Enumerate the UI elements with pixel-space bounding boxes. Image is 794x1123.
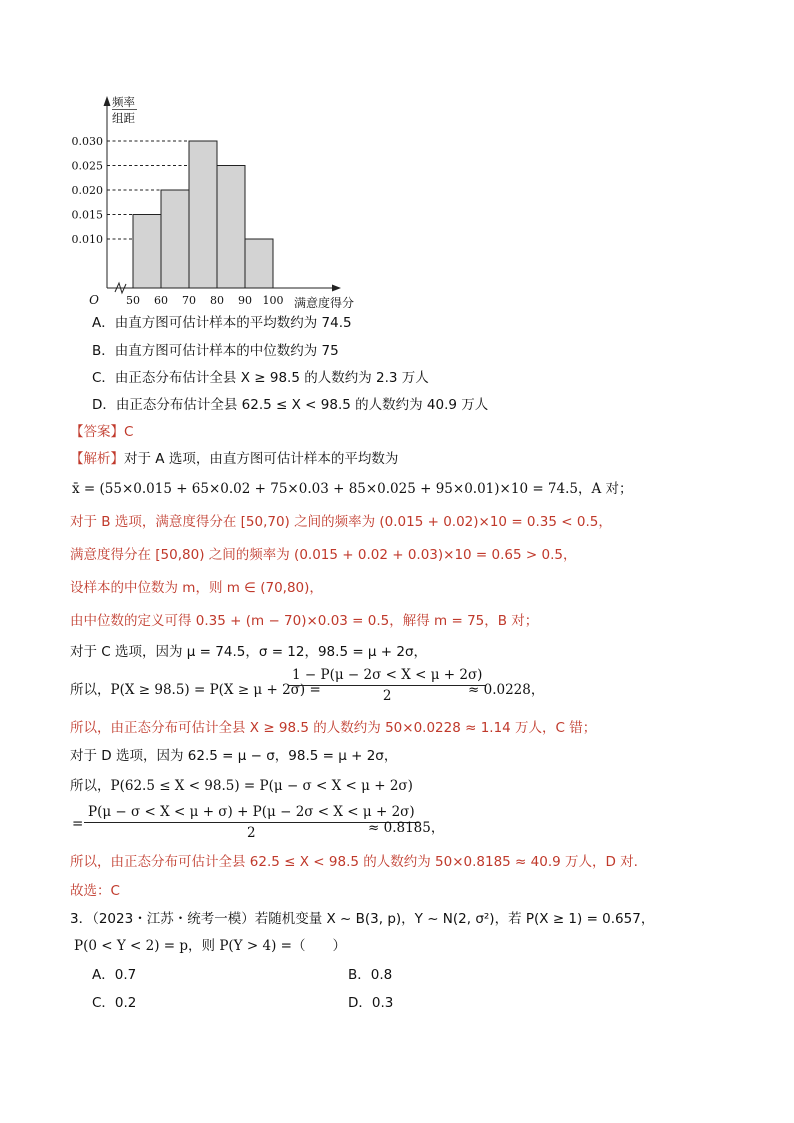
- analysis-line-d1: 对于 D 选项，因为 62.5 = μ − σ，98.5 = μ + 2σ，: [70, 748, 398, 764]
- d-prob-line: 所以，P(62.5 ≤ X < 98.5) = P(μ − σ < X < μ + 2σ): [70, 778, 413, 794]
- q3-option-c: C．0.2: [92, 995, 137, 1011]
- analysis-label: 【解析】: [70, 451, 124, 467]
- histogram-bar: [133, 215, 161, 289]
- x-tick-label: 90: [238, 294, 252, 307]
- option-c: C．由正态分布估计全县 X ≥ 98.5 的人数约为 2.3 万人: [92, 370, 429, 386]
- q3-option-b: B．0.8: [348, 967, 393, 983]
- option-d: D．由正态分布估计全县 62.5 ≤ X < 98.5 的人数约为 40.9 万人: [92, 397, 489, 413]
- analysis-line-1: [70, 447, 398, 467]
- analysis-line-b3: 设样本的中位数为 m，则 m ∈ (70,80)，: [70, 580, 323, 596]
- analysis-line-b2: 满意度得分在 [50,80) 之间的频率为 (0.015 + 0.02 + 0.03)×10 = 0.65 > 0.5，: [70, 547, 577, 563]
- analysis-line-b1: 对于 B 选项，满意度得分在 [50,70) 之间的频率为 (0.015 + 0.02)×10 = 0.35 < 0.5，: [70, 514, 612, 530]
- d-fraction-numerator: P(μ − σ < X < μ + σ) + P(μ − 2σ < X < μ + 2σ): [84, 804, 419, 823]
- c-fraction: [288, 667, 486, 704]
- q3-stem-line1: 3．（2023・江苏・统考一模）若随机变量 X ~ B(3, p)，Y ~ N(2, σ²)，若 P(X ≥ 1) = 0.657，: [70, 911, 655, 927]
- q3-option-a: A．0.7: [92, 967, 137, 983]
- d-equals: =: [72, 816, 84, 832]
- option-b: B．由直方图可估计样本的中位数约为 75: [92, 343, 339, 359]
- y-axis-arrow: [104, 96, 111, 106]
- histogram-chart: [60, 90, 380, 308]
- histogram-bar: [189, 141, 217, 288]
- analysis-line-c2: 所以，由正态分布可估计全县 X ≥ 98.5 的人数约为 50×0.0228 ≈ 1.14 万人，C 错；: [70, 720, 597, 736]
- analysis-line-d2: 所以，由正态分布可估计全县 62.5 ≤ X < 98.5 的人数约为 50×0.8185 ≈ 40.9 万人，D 对.: [70, 854, 638, 870]
- histogram-bar: [245, 239, 273, 288]
- x-tick-label: 100: [262, 294, 284, 307]
- analysis-conclusion: 故选：C: [70, 883, 120, 899]
- analysis-line-b4: 由中位数的定义可得 0.35 + (m − 70)×0.03 = 0.5，解得 m = 75，B 对；: [70, 613, 539, 629]
- histogram-bar: [217, 166, 245, 289]
- y-tick-label: 0.010: [71, 233, 103, 246]
- analysis-line-c1: 对于 C 选项，因为 μ = 74.5，σ = 12，98.5 = μ + 2σ，: [70, 644, 428, 660]
- y-tick-label: 0.015: [71, 208, 103, 222]
- y-tick-label: 0.020: [71, 184, 103, 197]
- analysis-text: 对于 A 选项，由直方图可估计样本的平均数为: [124, 451, 399, 467]
- x-axis-label: 满意度得分: [294, 296, 355, 308]
- x-axis-arrow: [332, 285, 341, 292]
- y-axis-label-bottom: 组距: [112, 111, 135, 125]
- q3-option-d: D．0.3: [348, 995, 394, 1011]
- answer-label: 【答案】C: [70, 424, 134, 440]
- x-tick-label: 80: [210, 294, 224, 307]
- q3-stem-line2: P(0 < Y < 2) = p，则 P(Y > 4) =（ ）: [74, 938, 346, 954]
- c-fraction-numerator: 1 − P(μ − 2σ < X < μ + 2σ): [288, 667, 486, 686]
- d-fraction-denominator: 2: [247, 825, 256, 841]
- c-prob-lhs: 所以，P(X ≥ 98.5) = P(X ≥ μ + 2σ) =: [70, 682, 321, 698]
- origin-label: O: [89, 293, 99, 307]
- axis-break-mark: [115, 283, 126, 293]
- mean-formula: x̄ = (55×0.015 + 65×0.02 + 75×0.03 + 85×0.025 + 95×0.01)×10 = 74.5，A 对；: [72, 481, 633, 497]
- x-tick-label: 60: [154, 294, 168, 307]
- c-fraction-denominator: 2: [382, 688, 392, 704]
- histogram-bar: [161, 190, 189, 288]
- x-tick-label: 50: [126, 294, 140, 307]
- d-approx: ≈ 0.8185，: [368, 820, 445, 836]
- y-tick-label: 0.030: [71, 135, 103, 148]
- x-tick-label: 70: [182, 294, 196, 307]
- y-tick-label: 0.025: [71, 159, 103, 173]
- c-approx: ≈ 0.0228，: [468, 682, 545, 698]
- y-axis-label-top: 频率: [112, 95, 135, 109]
- option-a: A．由直方图可估计样本的平均数约为 74.5: [92, 315, 352, 331]
